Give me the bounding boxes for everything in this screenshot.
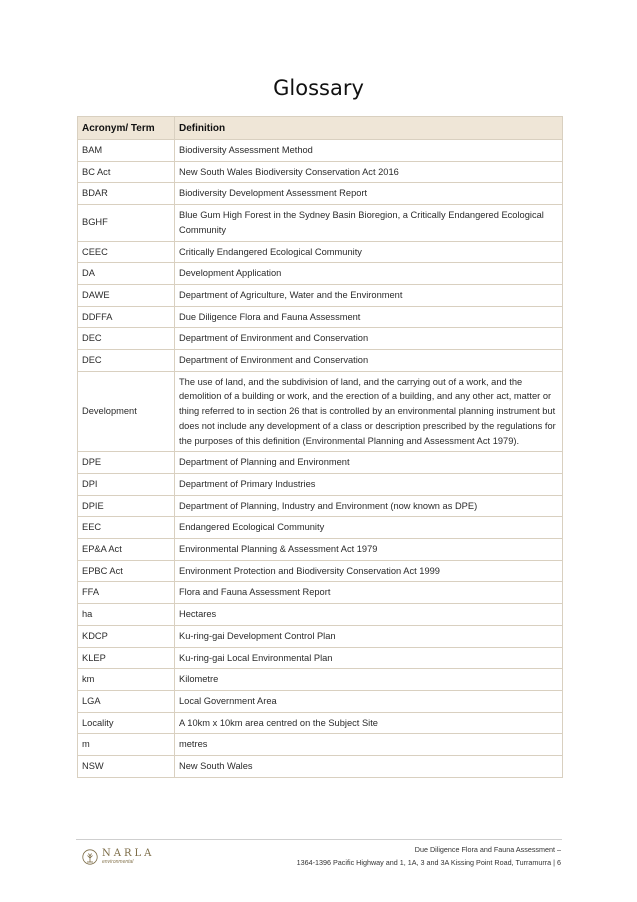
narla-logo [82,849,154,865]
term-cell: KDCP [78,625,175,647]
table-row [78,452,563,474]
header-acronym: Acronym/ Term [78,117,175,140]
tree-logo-icon [82,849,98,865]
table-row [78,328,563,350]
term-cell: NSW [78,756,175,778]
term-cell: BC Act [78,161,175,183]
definition-cell: Environmental Planning & Assessment Act 1979 [175,539,563,561]
page-title: Glossary [273,76,364,100]
logo-subtitle: environmental [102,859,134,865]
table-row [78,734,563,756]
definition-cell: Development Application [175,263,563,285]
term-cell: EEC [78,517,175,539]
definition-cell: Department of Planning, Industry and Environment (now known as DPE) [175,495,563,517]
table-row [78,371,563,452]
term-cell: DPI [78,473,175,495]
term-cell: km [78,669,175,691]
table-row [78,756,563,778]
table-row [78,161,563,183]
header-definition: Definition [175,117,563,140]
table-row [78,306,563,328]
definition-cell: Department of Primary Industries [175,473,563,495]
definition-cell: New South Wales [175,756,563,778]
term-cell: DPE [78,452,175,474]
term-cell: ha [78,604,175,626]
table-row [78,284,563,306]
table-row [78,582,563,604]
definition-cell: Due Diligence Flora and Fauna Assessment [175,306,563,328]
table-row [78,350,563,372]
term-cell: LGA [78,690,175,712]
table-row [78,473,563,495]
table-row [78,140,563,162]
table-row [78,647,563,669]
definition-cell: Critically Endangered Ecological Community [175,241,563,263]
table-row [78,560,563,582]
definition-cell: Local Government Area [175,690,563,712]
definition-cell: Hectares [175,604,563,626]
footer-text [297,843,561,869]
definition-cell: Kilometre [175,669,563,691]
definition-cell: Blue Gum High Forest in the Sydney Basin Bioregion, a Critically Endangered Ecological Community [175,205,563,241]
definition-cell: Ku-ring-gai Local Environmental Plan [175,647,563,669]
footer-line-1: Due Diligence Flora and Fauna Assessment – [414,845,561,854]
definition-cell: Department of Environment and Conservation [175,350,563,372]
table-row [78,604,563,626]
term-cell: DA [78,263,175,285]
table-row [78,241,563,263]
term-cell: BDAR [78,183,175,205]
table-row [78,517,563,539]
term-cell: FFA [78,582,175,604]
table-row [78,712,563,734]
table-row [78,205,563,241]
definition-cell: Department of Planning and Environment [175,452,563,474]
table-body [78,140,563,778]
table-row [78,263,563,285]
definition-cell: Endangered Ecological Community [175,517,563,539]
definition-cell: New South Wales Biodiversity Conservation Act 2016 [175,161,563,183]
definition-cell: The use of land, and the subdivision of land, and the carrying out of a work, and the demolition of a building or work, and the erection of a building, and any other act, matter or thing referred to in section 26 that is controlled by an environmental planning instrument but does not include any development of a class or description prescribed by the regulations for the purposes of this definition (Environmental Planning and Assessment Act 1979). [175,371,563,452]
term-cell: DAWE [78,284,175,306]
term-cell: Development [78,371,175,452]
term-cell: EP&A Act [78,539,175,561]
term-cell: BAM [78,140,175,162]
table-row [78,690,563,712]
table-row [78,669,563,691]
footer-line-2: 1364-1396 Pacific Highway and 1, 1A, 3 and 3A Kissing Point Road, Turramurra | 6 [296,858,561,867]
definition-cell: Ku-ring-gai Development Control Plan [175,625,563,647]
term-cell: Locality [78,712,175,734]
term-cell: EPBC Act [78,560,175,582]
table-row [78,495,563,517]
term-cell: DEC [78,328,175,350]
term-cell: KLEP [78,647,175,669]
table-header-row [78,117,563,140]
term-cell: DPIE [78,495,175,517]
definition-cell: Biodiversity Development Assessment Report [175,183,563,205]
term-cell: DDFFA [78,306,175,328]
definition-cell: Biodiversity Assessment Method [175,140,563,162]
glossary-table [77,116,563,778]
footer-divider [76,839,562,840]
definition-cell: A 10km x 10km area centred on the Subject Site [175,712,563,734]
term-cell: DEC [78,350,175,372]
term-cell: m [78,734,175,756]
definition-cell: Department of Environment and Conservation [175,328,563,350]
table-row [78,183,563,205]
term-cell: CEEC [78,241,175,263]
definition-cell: Flora and Fauna Assessment Report [175,582,563,604]
definition-cell: metres [175,734,563,756]
definition-cell: Department of Agriculture, Water and the Environment [175,284,563,306]
definition-cell: Environment Protection and Biodiversity Conservation Act 1999 [175,560,563,582]
table-row [78,625,563,647]
term-cell: BGHF [78,205,175,241]
logo-name: NARLA [102,848,155,859]
table-row [78,539,563,561]
